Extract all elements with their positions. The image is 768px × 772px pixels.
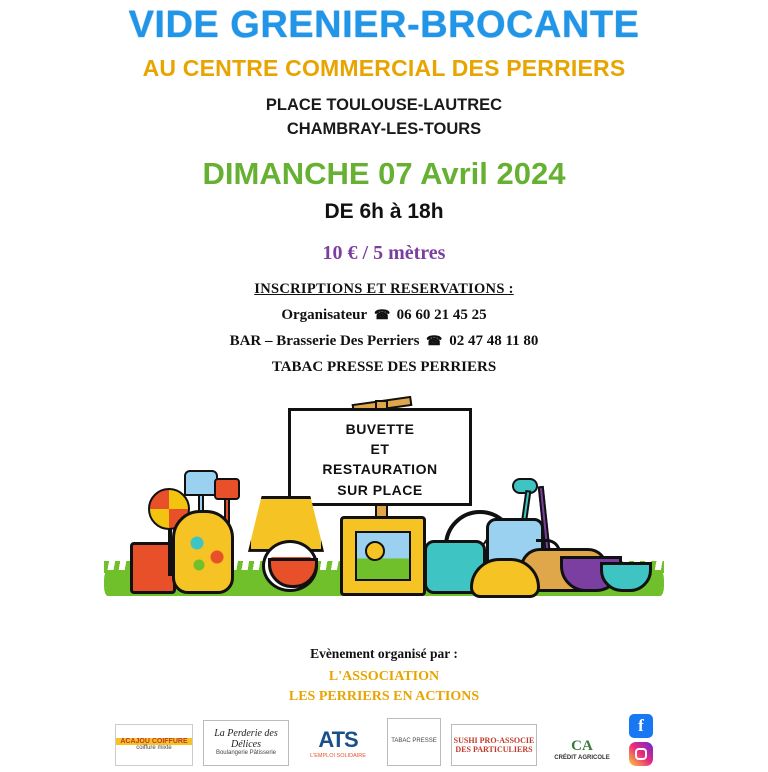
sponsor-name-1: ACAJOU COIFFURE [116, 738, 192, 745]
sign-line-3: RESTAURATION [322, 461, 438, 478]
organizer-name-1: L'ASSOCIATION [328, 668, 440, 684]
phone-icon: ☎ [426, 332, 443, 348]
sign-board [288, 408, 472, 506]
page-title: VIDE GRENIER-BROCANTE [128, 4, 640, 46]
sponsor-logo-perderie-des-delices [203, 720, 289, 766]
sun-icon [365, 541, 385, 561]
sponsor-name-3: ATS [318, 727, 358, 752]
sponsor-logo-ats [299, 720, 377, 766]
contact-row-2 [0, 333, 768, 350]
shovel-icon [184, 470, 218, 496]
sponsor-name-5: SUSHI PRO-ASSOCIE DES PARTICULIERS [453, 736, 535, 754]
address-line-1: PLACE TOULOUSE-LAUTREC [265, 96, 503, 114]
flyer-poster [0, 4, 768, 772]
contact-label-2: BAR – Brasserie Des Perriers [229, 332, 420, 349]
venue-address [0, 94, 768, 142]
contact-row-1 [0, 307, 768, 324]
sign-line-1: BUVETTE [345, 420, 415, 437]
sponsor-detail-2: Boulangerie Pâtisserie [215, 750, 277, 757]
picture-frame-icon [340, 516, 426, 596]
social-links [629, 714, 653, 766]
address-line-2: CHAMBRAY-LES-TOURS [286, 119, 482, 138]
page-subtitle: AU CENTRE COMMERCIAL DES PERRIERS [142, 55, 626, 81]
sponsor-detail-1: coiffure mixte [136, 744, 172, 751]
organizer-name-2: LES PERRIERS EN ACTIONS [288, 688, 480, 704]
organizer-block [0, 646, 768, 705]
contact-label-3: TABAC PRESSE DES PERRIERS [271, 358, 497, 375]
facebook-icon[interactable]: f [629, 714, 653, 738]
instagram-icon[interactable] [629, 742, 653, 766]
vase-icon [172, 510, 234, 594]
phone-icon: ☎ [373, 306, 390, 322]
contact-phone-2: 02 47 48 11 80 [449, 332, 539, 349]
event-date: DIMANCHE 07 Avril 2024 [202, 155, 566, 191]
sponsor-name-2: La Perderie des Délices [214, 728, 278, 751]
illustration [0, 392, 768, 642]
contact-label-1: Organisateur [281, 306, 367, 323]
event-price: 10 € / 5 mètres [322, 241, 446, 264]
sponsor-detail-3: L'EMPLOI SOLIDAIRE [310, 753, 366, 759]
sign-line-4: SUR PLACE [337, 481, 423, 498]
sponsor-logos [0, 714, 768, 766]
sponsor-logo-credit-agricole [547, 732, 617, 766]
reservations-heading: INSCRIPTIONS ET RESERVATIONS : [254, 280, 514, 297]
sponsor-name-4: TABAC PRESSE [391, 738, 437, 745]
contact-row-3 [0, 359, 768, 376]
sponsor-logo-sushi [451, 724, 537, 766]
event-hours: DE 6h à 18h [324, 199, 444, 223]
sponsor-logo-tabac-presse [387, 718, 441, 766]
sponsor-name-6: CA [571, 737, 593, 754]
broom-icon [214, 478, 240, 500]
contact-phone-1: 06 60 21 45 25 [396, 306, 487, 323]
sponsor-detail-6: CRÉDIT AGRICOLE [554, 754, 610, 761]
sponsor-logo-acajou-coiffure [115, 724, 193, 766]
organizer-intro: Evènement organisé par : [310, 645, 458, 661]
sign-line-2: ET [370, 441, 390, 458]
